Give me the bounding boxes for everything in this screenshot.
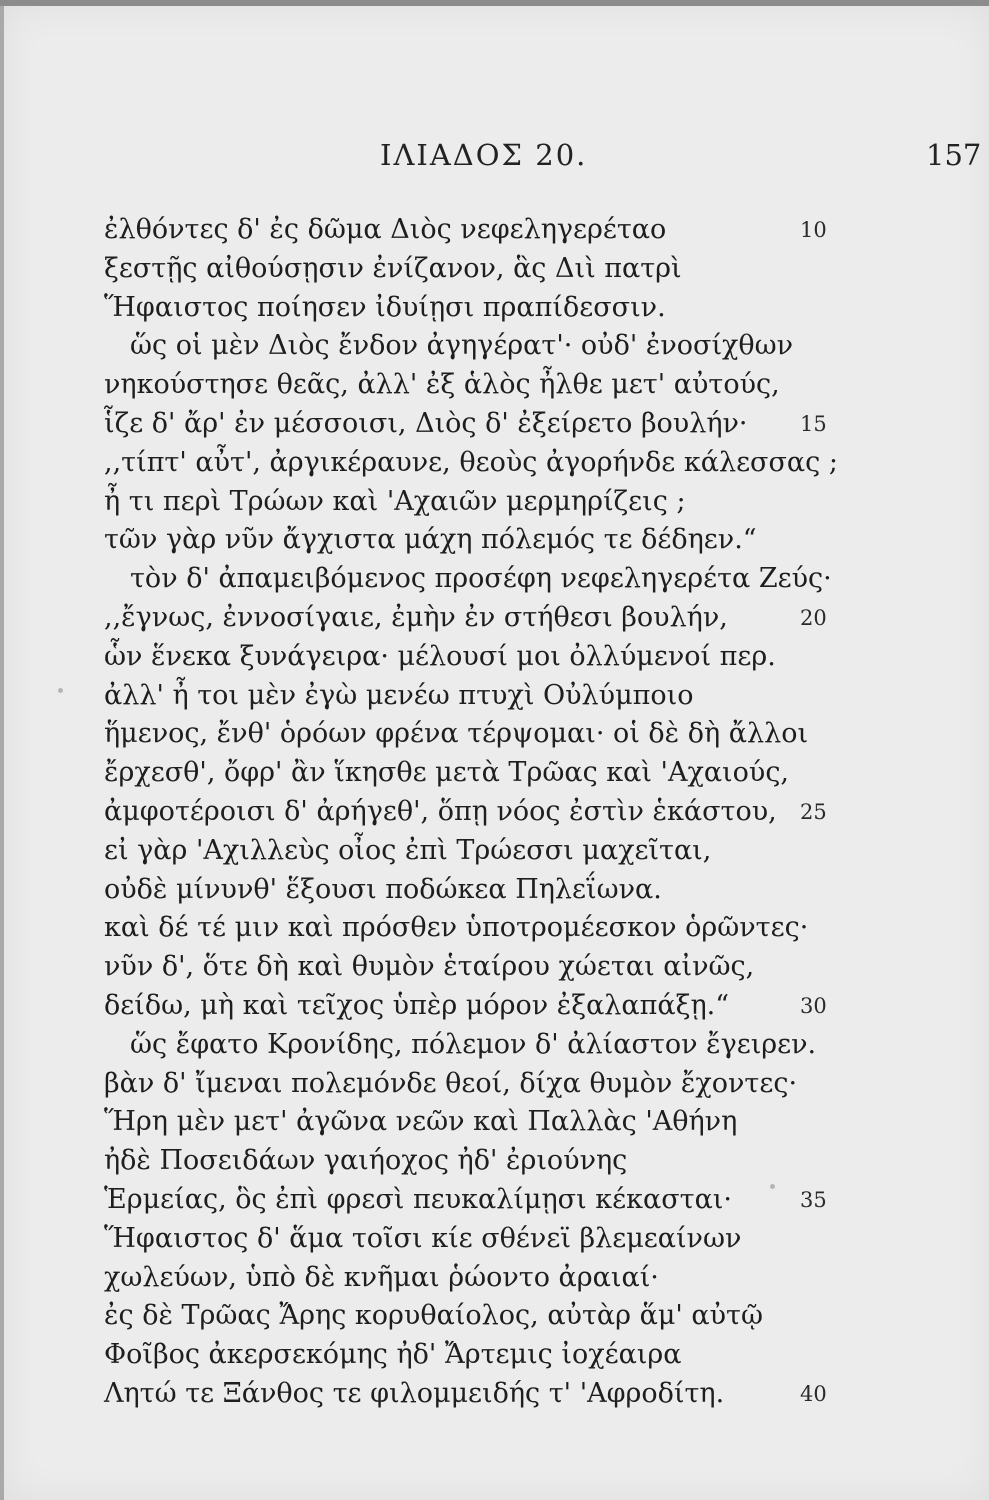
verse-text: ἐλθόντες δ' ἐς δῶμα Διὸς νεφεληγερέταο bbox=[104, 214, 667, 245]
verse-text: νῦν δ', ὅτε δὴ καὶ θυμὸν ἑταίρου χώεται αἰνῶς, bbox=[104, 951, 755, 983]
verse-line bbox=[0, 1143, 989, 1179]
verse-text: ὥς ἔφατο Κρονίδης, πόλεμον δ' ἀλίαστον ἔγειρεν. bbox=[130, 1028, 817, 1060]
line-number: 25 bbox=[800, 800, 827, 824]
verse-line bbox=[0, 212, 989, 248]
verse-text: ,,τίπτ' αὖτ', ἀργικέραυνε, θεοὺς ἀγορήνδε κάλεσσας ; bbox=[104, 446, 838, 478]
verse-line bbox=[0, 872, 989, 908]
verse-line bbox=[0, 716, 989, 752]
verse-text: χωλεύων, ὑπὸ δὲ κνῆμαι ῥώοντο ἀραιαί· bbox=[104, 1261, 659, 1293]
verse-text: ἦ τι περὶ Τρώων καὶ 'Αχαιῶν μερμηρίζεις ; bbox=[104, 485, 686, 517]
line-number: 35 bbox=[800, 1188, 827, 1212]
verse-line bbox=[0, 290, 989, 326]
verse-line bbox=[0, 600, 989, 636]
page-number: 157 bbox=[926, 138, 982, 172]
verse-line bbox=[0, 910, 989, 946]
verse-text: Ἥφαιστος δ' ἅμα τοῖσι κίε σθένεϊ βλεμεαίνων bbox=[104, 1222, 742, 1254]
verse-line bbox=[0, 833, 989, 869]
verse-text: Ἥρη μὲν μετ' ἀγῶνα νεῶν καὶ Παλλὰς 'Αθήνη bbox=[104, 1106, 738, 1138]
verse-line bbox=[0, 1337, 989, 1373]
verse-line bbox=[0, 251, 989, 287]
verse-text: Λητώ τε Ξάνθος τε φιλομμειδής τ' 'Αφροδίτη. bbox=[104, 1378, 725, 1409]
verse-text: τὸν δ' ἀπαμειβόμενος προσέφη νεφεληγερέτα Ζεύς· bbox=[130, 563, 832, 595]
verse-text: ἀμφοτέροισι δ' ἀρήγεθ', ὅπῃ νόος ἐστὶν ἑκάστου, bbox=[104, 796, 777, 827]
verse-line bbox=[0, 445, 989, 481]
verse-line bbox=[0, 678, 989, 714]
running-header bbox=[0, 138, 989, 178]
verse-line bbox=[0, 367, 989, 403]
line-number: 30 bbox=[800, 994, 827, 1018]
line-number: 10 bbox=[800, 218, 827, 242]
line-number: 20 bbox=[800, 606, 827, 630]
verse-line bbox=[0, 794, 989, 830]
verse-line bbox=[0, 988, 989, 1024]
verse-line bbox=[0, 1027, 989, 1063]
verse-text: ξεστῇς αἰθούσῃσιν ἐνίζανον, ἃς Διὶ πατρὶ bbox=[104, 252, 682, 284]
scan-edge bbox=[0, 0, 989, 6]
verse-text: ,,ἔγνως, ἐννοσίγαιε, ἐμὴν ἐν στήθεσι βουλήν, bbox=[104, 602, 728, 633]
verse-text: ὥς οἱ μὲν Διὸς ἔνδον ἀγηγέρατ'· οὐδ' ἐνοσίχθων bbox=[130, 330, 794, 362]
verse-line bbox=[0, 522, 989, 558]
verse-line bbox=[0, 1260, 989, 1296]
verse-line bbox=[0, 1066, 989, 1102]
verse-line bbox=[0, 328, 989, 364]
verse-text: Φοῖβος ἀκερσεκόμης ἠδ' Ἄρτεμις ἰοχέαιρα bbox=[104, 1339, 682, 1371]
verse-line bbox=[0, 1221, 989, 1257]
verse-text: ἀλλ' ἦ τοι μὲν ἐγὼ μενέω πτυχὶ Οὐλύμποιο bbox=[104, 679, 694, 711]
verse-text: δείδω, μὴ καὶ τεῖχος ὑπὲρ μόρον ἐξαλαπάξῃ.“ bbox=[104, 990, 730, 1021]
verse-line bbox=[0, 1182, 989, 1218]
verse-text: ἔρχεσθ', ὄφρ' ἂν ἵκησθε μετὰ Τρῶας καὶ 'Αχαιούς, bbox=[104, 757, 790, 789]
verse-text: ἐς δὲ Τρῶας Ἄρης κορυθαίολος, αὐτὰρ ἅμ' αὐτῷ bbox=[104, 1300, 763, 1332]
line-number: 15 bbox=[800, 412, 827, 436]
verse-line bbox=[0, 755, 989, 791]
verse-line bbox=[0, 949, 989, 985]
verse-text: καὶ δέ τέ μιν καὶ πρόσθεν ὑποτρομέεσκον ὁρῶντες· bbox=[104, 912, 809, 944]
verse-text: Ἥφαιστος ποίησεν ἰδυίῃσι πραπίδεσσιν. bbox=[104, 291, 666, 323]
verse-text: τῶν γὰρ νῦν ἄγχιστα μάχη πόλεμός τε δέδηεν.“ bbox=[104, 524, 757, 556]
verse-line bbox=[0, 561, 989, 597]
verse-text: οὐδὲ μίνυνθ' ἕξουσι ποδώκεα Πηλεΐωνα. bbox=[104, 873, 662, 905]
verse-text: εἰ γὰρ 'Αχιλλεὺς οἶος ἐπὶ Τρώεσσι μαχεῖται, bbox=[104, 834, 712, 866]
verse-text: ὧν ἕνεκα ξυνάγειρα· μέλουσί μοι ὀλλύμενοί περ. bbox=[104, 640, 776, 672]
verse-line bbox=[0, 1104, 989, 1140]
verse-line bbox=[0, 1376, 989, 1412]
line-number: 40 bbox=[800, 1382, 827, 1406]
verse-line bbox=[0, 406, 989, 442]
verse-line bbox=[0, 1298, 989, 1334]
verse-text: ἠδὲ Ποσειδάων γαιήοχος ἠδ' ἐριούνης bbox=[104, 1145, 628, 1177]
verse-text: νηκούστησε θεᾶς, ἀλλ' ἐξ ἁλὸς ἦλθε μετ' αὐτούς, bbox=[104, 369, 780, 401]
verse-line bbox=[0, 639, 989, 675]
page-title: ΙΛΙΑΔΟΣ 20. bbox=[380, 138, 588, 172]
verse-text: ἷζε δ' ἄρ' ἐν μέσσοισι, Διὸς δ' ἐξείρετο βουλήν· bbox=[104, 408, 748, 439]
verse-line bbox=[0, 484, 989, 520]
verse-text: ἥμενος, ἔνθ' ὁρόων φρένα τέρψομαι· οἱ δὲ δὴ ἄλλοι bbox=[104, 718, 809, 750]
verse-text: Ἑρμείας, ὃς ἐπὶ φρεσὶ πευκαλίμῃσι κέκασται· bbox=[104, 1184, 732, 1215]
verse-text: βὰν δ' ἴμεναι πολεμόνδε θεοί, δίχα θυμὸν ἔχοντες· bbox=[104, 1067, 798, 1099]
